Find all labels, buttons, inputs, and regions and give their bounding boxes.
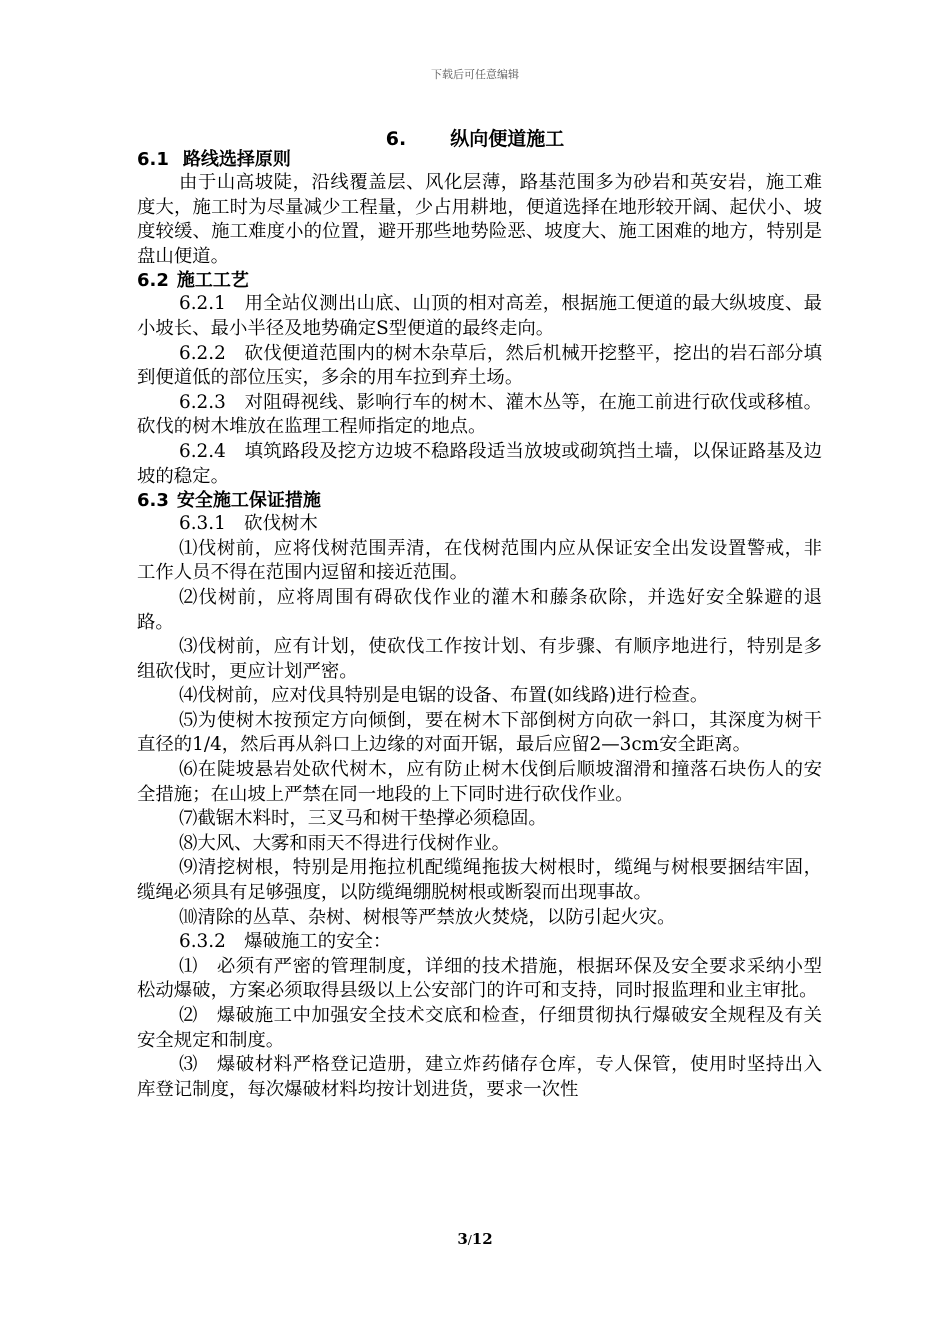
document-body [137, 148, 822, 1102]
list-item: ⑵ 爆破施工中加强安全技术交底和检查，仔细贯彻执行爆破安全规程及有关安全规定和制度。 [137, 1005, 822, 1051]
chapter-title [0, 124, 950, 151]
section-heading-6-1: 6.1 路线选择原则 [137, 149, 291, 170]
list-item: ⑵伐树前，应将周围有碍砍伐作业的灌木和藤条砍除，并选好安全躲避的退路。 [137, 586, 822, 633]
list-item: ⑺截锯木料时，三叉马和树干垫撑必须稳固。 [179, 808, 547, 830]
list-item: ⑶ 爆破材料严格登记造册，建立炸药储存仓库，专人保管，使用时坚持出入库登记制度，每次爆破材料均按计划进货，要求一次性 [137, 1054, 822, 1100]
list-item: ⑽清除的丛草、杂树、树根等严禁放火焚烧，以防引起火灾。 [179, 906, 676, 928]
total-pages: 12 [471, 1230, 493, 1248]
page-header: 下载后可任意编辑 [431, 68, 519, 81]
list-item: ⑶伐树前，应有计划，使砍伐工作按计划、有步骤、有顺序地进行，特别是多组砍伐时，更应计划严密。 [137, 636, 822, 682]
section-heading-6-3: 6.3 安全施工保证措施 [137, 490, 321, 512]
section-heading-6-2: 6.2 施工工艺 [137, 270, 249, 292]
paragraph-6-2-4: 6.2.4 填筑路段及挖方边坡不稳路段适当放坡或砌筑挡土墙，以保证路基及边坡的稳定。 [137, 440, 822, 487]
current-page: 3 [457, 1230, 468, 1248]
paragraph-6-3-2: 6.3.2 爆破施工的安全： [179, 931, 392, 953]
list-item: ⑸为使树木按预定方向倾倒，要在树木下部倒树方向砍一斜口，其深度为树干直径的1/4，然后再从斜口上边缘的对面开锯，最后应留2—3cm安全距离。 [137, 709, 822, 756]
paragraph-6-1: 由于山高坡陡，沿线覆盖层、风化层薄，路基范围多为砂岩和英安岩，施工难度大，施工时为尽量减少工程量，少占用耕地，便道选择在地形较开阔、起伏小、坡度较缓、施工难度小的位置，避开那些地势险恶、坡度大、施工困难的地方，特别是盘山便道。 [137, 172, 822, 267]
list-item: ⑼清挖树根，特别是用拖拉机配缆绳拖拔大树根时，缆绳与树根要捆结牢固，缆绳必须具有足够强度，以防缆绳绷脱树根或断裂而出现事故。 [137, 857, 822, 904]
page-separator: / [467, 1233, 472, 1247]
paragraph-6-2-2: 6.2.2 砍伐便道范围内的树木杂草后，然后机械开挖整平，挖出的岩石部分填到便道低的部位压实，多余的用车拉到弃土场。 [137, 342, 822, 389]
chapter-title-text: 纵向便道施工 [450, 128, 565, 150]
paragraph-6-2-3: 6.2.3 对阻碍视线、影响行车的树木、灌木丛等，在施工前进行砍伐或移植。砍伐的树木堆放在监理工程师指定的地点。 [137, 391, 822, 438]
chapter-number: 6. [385, 128, 407, 150]
list-item: ⑹在陡坡悬岩处砍代树木，应有防止树木伐倒后顺坡溜滑和撞落石块伤人的安全措施；在山坡上严禁在同一地段的上下同时进行砍伐作业。 [137, 759, 822, 805]
list-item: ⑴伐树前，应将伐树范围弄清，在伐树范围内应从保证安全出发设置警戒，非工作人员不得在范围内逗留和接近范围。 [137, 537, 822, 584]
list-item: ⑷伐树前，应对伐具特别是电锯的设备、布置(如线路)进行检查。 [179, 685, 709, 707]
list-item: ⑴ 必须有严密的管理制度，详细的技术措施，根据环保及安全要求采纳小型松动爆破，方案必须取得县级以上公安部门的许可和支持，同时报监理和业主审批。 [137, 955, 822, 1002]
page-number [0, 1230, 950, 1248]
list-item: ⑻大风、大雾和雨天不得进行伐树作业。 [179, 832, 511, 854]
paragraph-6-3-1: 6.3.1 砍伐树木 [179, 513, 318, 535]
paragraph-6-2-1: 6.2.1 用全站仪测出山底、山顶的相对高差，根据施工便道的最大纵坡度、最小坡长、最小半径及地势确定S型便道的最终走向。 [137, 293, 822, 339]
